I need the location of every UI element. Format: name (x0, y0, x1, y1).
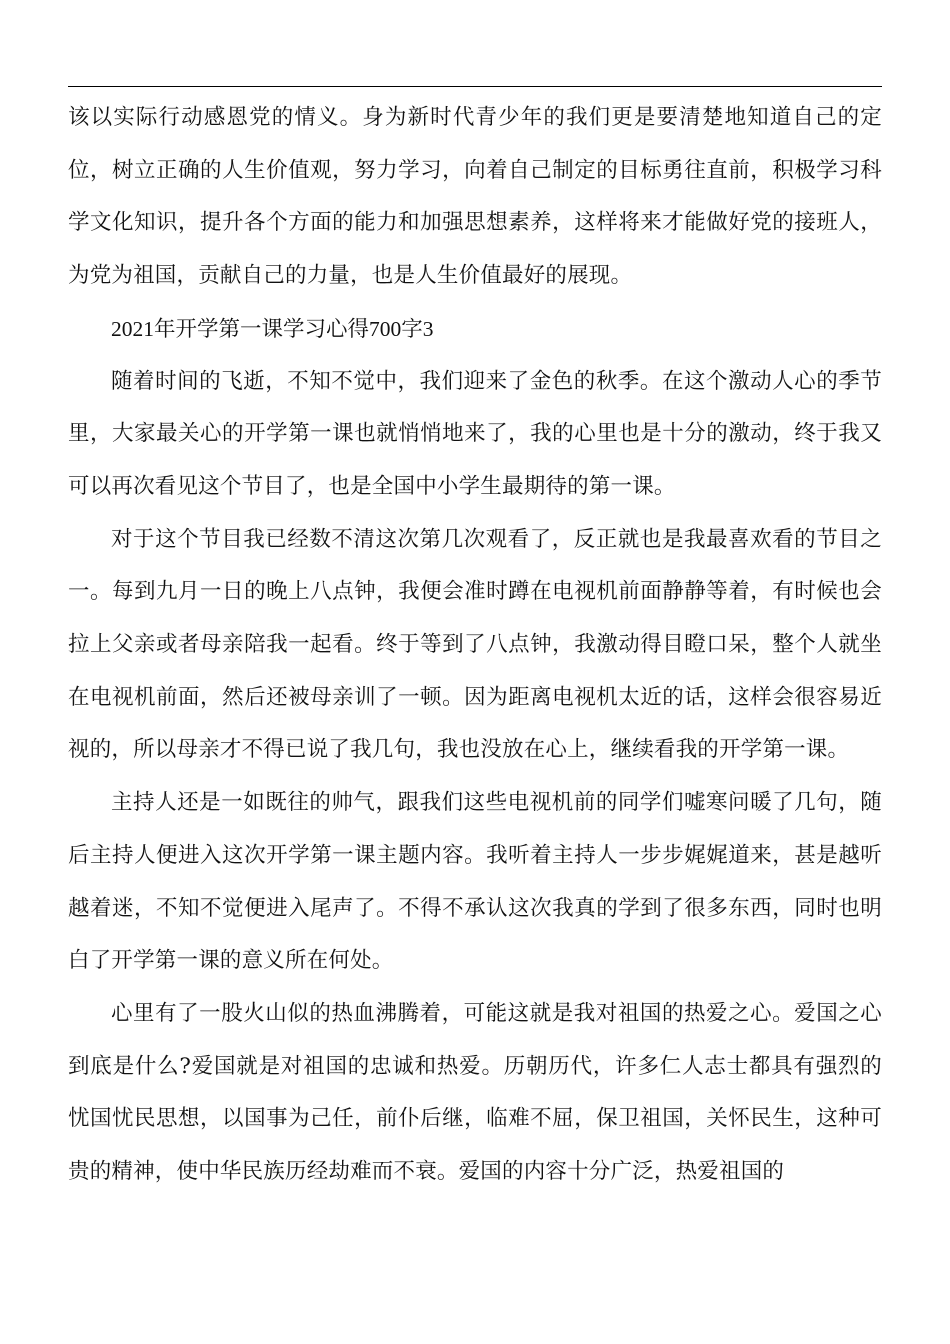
paragraph-1: 随着时间的飞逝，不知不觉中，我们迎来了金色的秋季。在这个激动人心的季节里，大家最关心的开学第一课也就悄悄地来了，我的心里也是十分的激动，终于我又可以再次看见这个节目了，也是全国中小学生最期待的第一课。 (68, 368, 882, 499)
header-rule (68, 86, 882, 87)
paragraph-continuation: 该以实际行动感恩党的情义。身为新时代青少年的我们更是要清楚地知道自己的定位，树立正确的人生价值观，努力学习，向着自己制定的目标勇往直前，积极学习科学文化知识，提升各个方面的能力和加强思想素养，这样将来才能做好党的接班人，为党为祖国，贡献自己的力量，也是人生价值最好的展现。 (68, 105, 882, 289)
document-body (68, 92, 882, 1199)
paragraph-2: 对于这个节目我已经数不清这次第几次观看了，反正就也是我最喜欢看的节目之一。每到九月一日的晚上八点钟，我便会准时蹲在电视机前面静静等着，有时候也会拉上父亲或者母亲陪我一起看。终于等到了八点钟，我激动得目瞪口呆，整个人就坐在电视机前面，然后还被母亲训了一顿。因为距离电视机太近的话，这样会很容易近视的，所以母亲才不得已说了我几句，我也没放在心上，继续看我的开学第一课。 (68, 526, 882, 763)
paragraph-3: 主持人还是一如既往的帅气，跟我们这些电视机前的同学们嘘寒问暖了几句，随后主持人便进入这次开学第一课主题内容。我听着主持人一步步娓娓道来，甚是越听越着迷，不知不觉便进入尾声了。不得不承认这次我真的学到了很多东西，同时也明白了开学第一课的意义所在何处。 (68, 790, 882, 974)
paragraph-4: 心里有了一股火山似的热血沸腾着，可能这就是我对祖国的热爱之心。爱国之心到底是什么?爱国就是对祖国的忠诚和热爱。历朝历代，许多仁人志士都具有强烈的忧国忧民思想，以国事为己任，前仆后继，临难不屈，保卫祖国，关怀民生，这种可贵的精神，使中华民族历经劫难而不衰。爱国的内容十分广泛，热爱祖国的 (68, 1000, 882, 1185)
section-heading: 2021年开学第一课学习心得700字3 (111, 316, 434, 341)
